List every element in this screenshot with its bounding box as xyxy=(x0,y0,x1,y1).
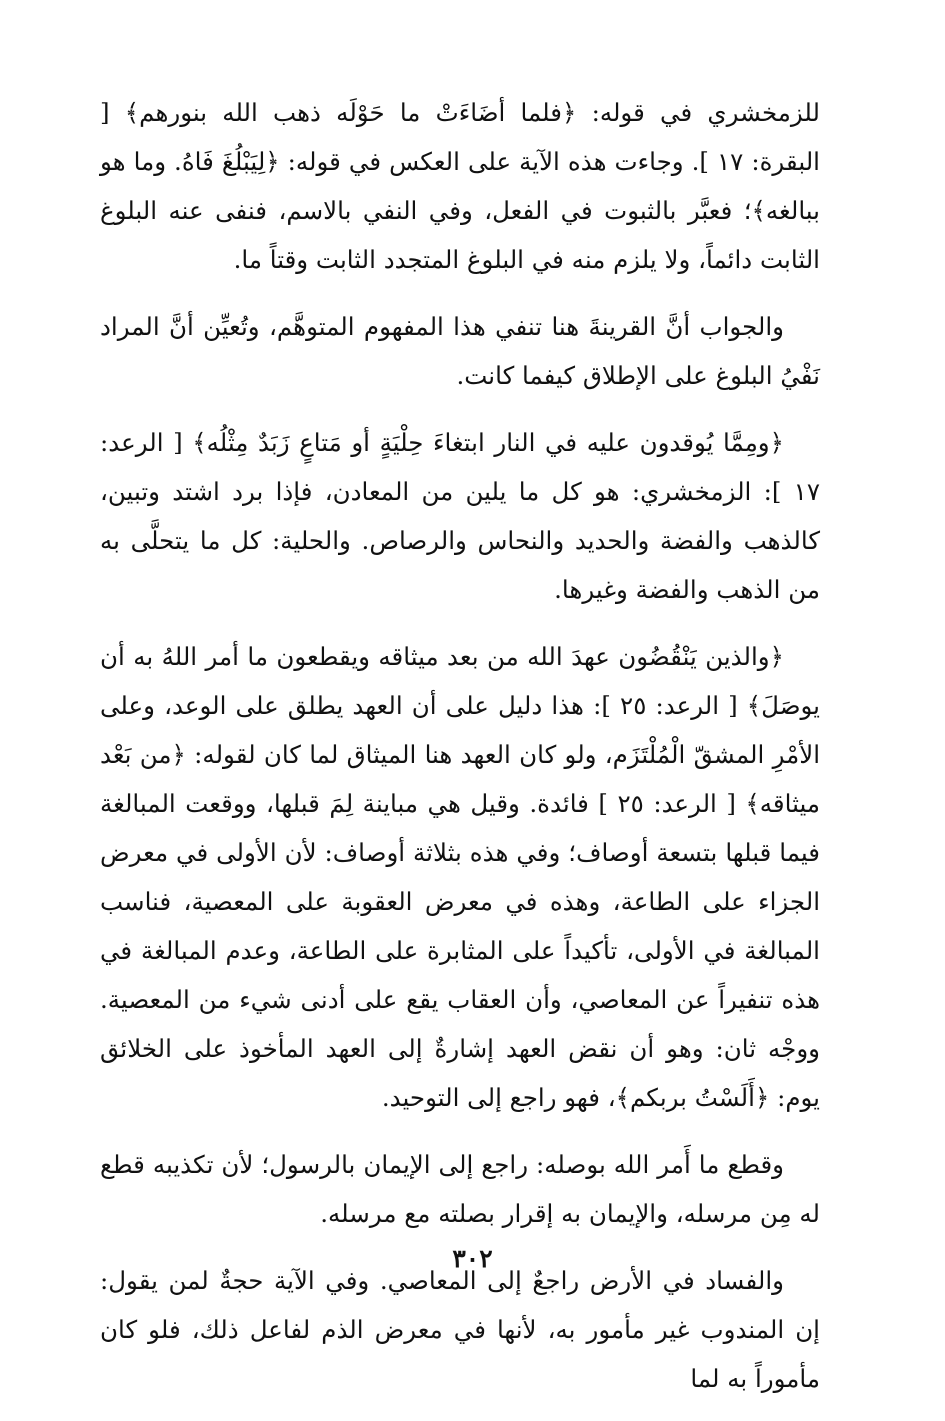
paragraph-4: ﴿والذين يَنْقُضُون عهدَ الله من بعد ميثاقه ويقطعون ما أمر اللهُ به أن يوصَلَ﴾ [ الرعد: ٢٥ ]: هذا دليل على أن العهد يطلق على الوعد، وعلى الأمْرِ المشقّ الْمُلْتَزَم، ولو كان العهد هنا الميثاق لما كان لقوله: ﴿من بَعْد ميثاقه﴾ [ الرعد: ٢٥ ] فائدة. وقيل هي مباينة لِمَ قبلها، ووقعت المبالغة فيما قبلها بتسعة أوصاف؛ وفي هذه بثلاثة أوصاف: لأن الأولى في معرض الجزاء على الطاعة، وهذه في معرض العقوبة على المعصية، فناسب المبالغة في الأولى، تأكيداً على المثابرة على الطاعة، وعدم المبالغة في هذه تنفيراً عن المعاصي، وأن العقاب يقع على أدنى شيء من المعصية. ووجْه ثان: وهو أن نقض العهد إشارةٌ إلى العهد المأخوذ على الخلائق يوم: ﴿أَلَسْتُ بربكم﴾، فهو راجع إلى التوحيد. xyxy=(100,642,821,1112)
paragraph-6: والفساد في الأرض راجعٌ إلى المعاصي. وفي الآية حجةٌ لمن يقول: إن المندوب غير مأمور به، لأنها في معرض الذم لفاعل ذلك، فلو كان مأموراً به لما xyxy=(100,1266,820,1393)
paragraph-1: للزمخشري في قوله: ﴿فلما أضَاءَتْ ما حَوْلَه ذهب الله بنورهم﴾ [ البقرة: ١٧ ]. وجاءت هذه الآية على العكس في قوله: ﴿لِيَبْلُغَ فَاهُ. وما هو ببالغه﴾؛ فعبَّر بالثبوت في الفعل، وفي النفي بالاسم، فنفى عنه البلوغ الثابت دائماً، ولا يلزم منه في البلوغ المتجدد الثابت وقتاً ما. xyxy=(100,98,820,274)
paragraph-5: وقطع ما أَمر الله بوصله: راجع إلى الإيمان بالرسول؛ لأن تكذيبه قطع له مِن مرسله، والإيمان به إقرار بصلته مع مرسله. xyxy=(100,1150,820,1228)
paragraph-3: ﴿ومِمَّا يُوقدون عليه في النار ابتغاءَ حِلْيَةٍ أو مَتاعٍ زَبَدٌ مِثْلُه﴾ [ الرعد: ١٧ ]: الزمخشري: هو كل ما يلين من المعادن، فإذا برد اشتد وتبين، كالذهب والفضة والحديد والنحاس والرصاص. والحلية: كل ما يتحلَّى به من الذهب والفضة وغيرها. xyxy=(100,428,820,604)
paragraph-2: والجواب أنَّ القرينةَ هنا تنفي هذا المفهوم المتوهَّم، وتُعيِّن أنَّ المراد نَفْيُ البلوغ على الإطلاق كيفما كانت. xyxy=(100,312,820,390)
page-body xyxy=(100,88,820,1421)
page-number: ٣٠٢ xyxy=(452,1244,493,1273)
